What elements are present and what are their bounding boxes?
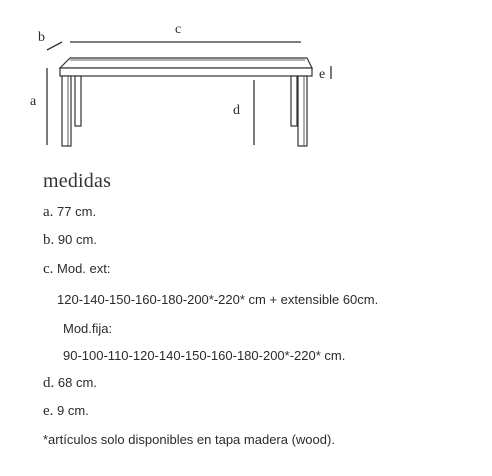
measurement-a-letter: a. [43,204,54,220]
measurement-e-letter: e. [43,403,54,419]
measurement-d-letter: d. [43,375,55,391]
diagram-label-d: d [233,103,240,118]
table-leg-back-left [75,76,81,126]
measurement-d-value: 68 cm. [57,375,97,390]
measurement-e-value: 9 cm. [57,403,89,418]
table-leg-front-left [62,76,71,146]
table-leg-front-right [298,76,307,146]
diagram-label-e: e [319,67,326,82]
measurement-a [43,204,96,221]
diagram-label-c: c [175,22,182,37]
table-drawing [60,58,312,146]
table-leg-back-right [291,76,297,126]
table-dimension-diagram [0,0,492,160]
measurement-c [43,261,111,278]
table-top-edge [60,68,312,76]
measurement-b-letter: b. [43,232,55,248]
measurement-d [43,375,97,392]
measurement-a-value: 77 cm. [57,204,97,219]
measurement-c-value: Mod. ext: [57,261,111,276]
measurement-b-value: 90 cm. [57,232,97,247]
availability-note: *artículos solo disponibles en tapa madera (wood). [43,432,335,447]
measurement-e [43,403,89,420]
diagram-label-a: a [30,94,37,109]
table-top [60,58,312,68]
diagram-label-b: b [38,30,45,45]
measurement-c-letter: c. [43,261,54,277]
dimension-line-b [47,42,62,50]
measurements-title: medidas [43,170,112,192]
measurement-b [43,232,97,249]
measurement-c-fixed-label: Mod.fija: [63,321,113,336]
measurement-c-ext-values: 120-140-150-160-180-200*-220* cm + extensible 60cm. [57,292,379,307]
measurement-c-fixed-values: 90-100-110-120-140-150-160-180-200*-220* cm. [63,348,346,363]
